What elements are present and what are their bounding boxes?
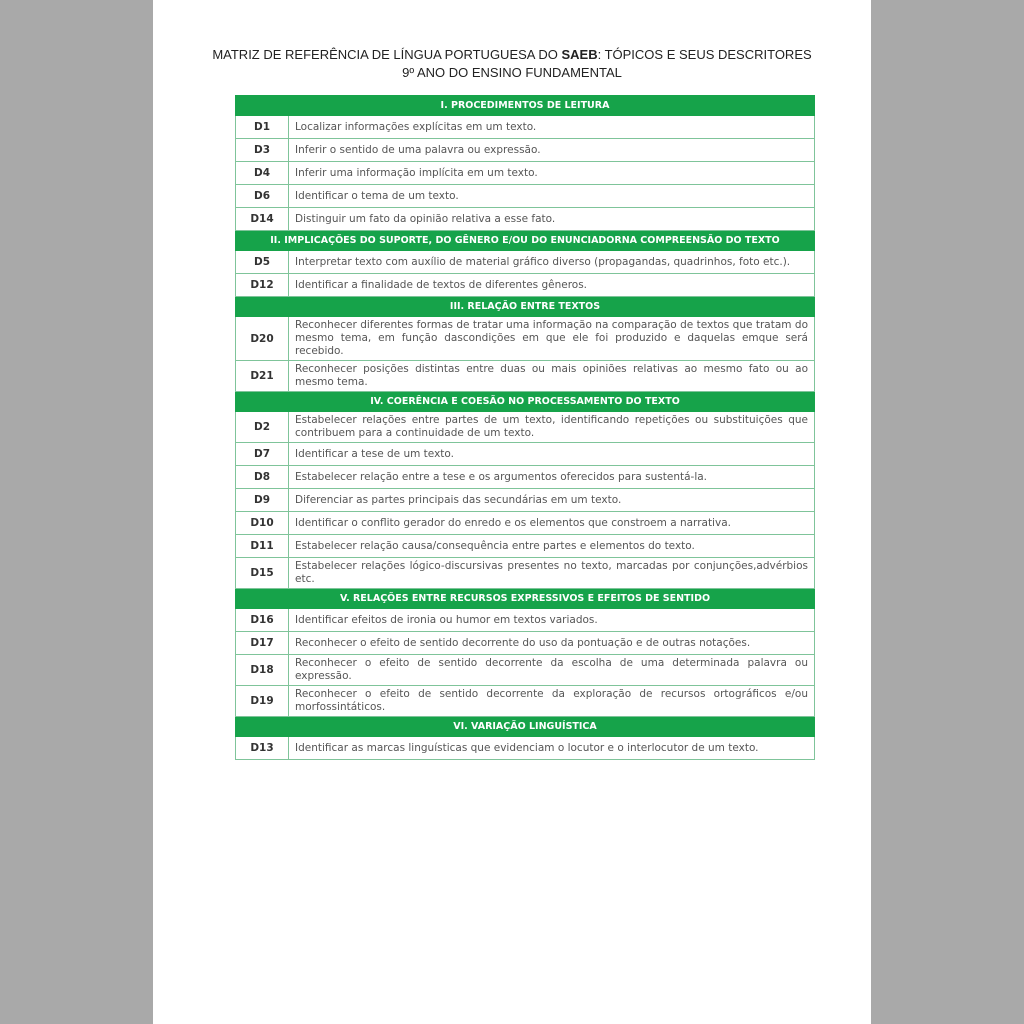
descriptor-text: Interpretar texto com auxílio de material gráfico diverso (propagandas, quadrinhos, foto etc.). bbox=[289, 251, 815, 274]
descriptor-text: Identificar as marcas linguísticas que evidenciam o locutor e o interlocutor de um texto. bbox=[289, 737, 815, 760]
descriptor-code: D5 bbox=[236, 251, 289, 274]
descriptor-code: D3 bbox=[236, 139, 289, 162]
descriptor-code: D17 bbox=[236, 632, 289, 655]
descriptor-code: D11 bbox=[236, 535, 289, 558]
descriptor-row bbox=[236, 737, 815, 760]
descriptor-text: Reconhecer o efeito de sentido decorrente da exploração de recursos ortográficos e/ou morfossintáticos. bbox=[289, 686, 815, 717]
descriptor-text: Identificar a tese de um texto. bbox=[289, 443, 815, 466]
document-title bbox=[153, 46, 871, 82]
section-heading: III. RELAÇÃO ENTRE TEXTOS bbox=[236, 297, 815, 317]
descriptor-row bbox=[236, 251, 815, 274]
descriptor-code: D20 bbox=[236, 317, 289, 361]
descriptor-row bbox=[236, 632, 815, 655]
document-page bbox=[153, 0, 871, 1024]
descriptor-text: Reconhecer posições distintas entre duas ou mais opiniões relativas ao mesmo fato ou ao mesmo tema. bbox=[289, 361, 815, 392]
descriptor-text: Reconhecer o efeito de sentido decorrente da escolha de uma determinada palavra ou expressão. bbox=[289, 655, 815, 686]
descriptor-text: Reconhecer diferentes formas de tratar uma informação na comparação de textos que tratam do mesmo tema, em função dascondições em que ele foi produzido e daquelas emque será recebido. bbox=[289, 317, 815, 361]
descriptor-text: Estabelecer relação entre a tese e os argumentos oferecidos para sustentá-la. bbox=[289, 466, 815, 489]
descriptor-row bbox=[236, 512, 815, 535]
descriptor-row bbox=[236, 655, 815, 686]
descriptor-text: Estabelecer relações entre partes de um texto, identificando repetições ou substituições que contribuem para a continuidade de um texto. bbox=[289, 412, 815, 443]
descriptor-text: Identificar o conflito gerador do enredo e os elementos que constroem a narrativa. bbox=[289, 512, 815, 535]
descriptor-row bbox=[236, 443, 815, 466]
section-heading: II. IMPLICAÇÕES DO SUPORTE, DO GÊNERO E/OU DO ENUNCIADORNA COMPREENSÃO DO TEXTO bbox=[236, 231, 815, 251]
title-bold: SAEB bbox=[561, 47, 598, 62]
title-line-1 bbox=[153, 46, 871, 64]
title-line-2: 9º ANO DO ENSINO FUNDAMENTAL bbox=[402, 65, 622, 80]
descriptor-row bbox=[236, 139, 815, 162]
section-header-row bbox=[236, 297, 815, 317]
section-heading: I. PROCEDIMENTOS DE LEITURA bbox=[236, 96, 815, 116]
descriptor-row bbox=[236, 185, 815, 208]
descriptor-row bbox=[236, 208, 815, 231]
descriptor-code: D19 bbox=[236, 686, 289, 717]
descriptor-code: D15 bbox=[236, 558, 289, 589]
descriptor-code: D9 bbox=[236, 489, 289, 512]
descriptor-row bbox=[236, 466, 815, 489]
descriptor-row bbox=[236, 317, 815, 361]
descriptor-text: Identificar a finalidade de textos de diferentes gêneros. bbox=[289, 274, 815, 297]
descriptor-code: D1 bbox=[236, 116, 289, 139]
descriptor-code: D18 bbox=[236, 655, 289, 686]
descriptor-code: D7 bbox=[236, 443, 289, 466]
matrix-body bbox=[236, 96, 815, 760]
descriptor-row bbox=[236, 686, 815, 717]
descriptor-text: Distinguir um fato da opinião relativa a esse fato. bbox=[289, 208, 815, 231]
descriptor-row bbox=[236, 162, 815, 185]
descriptor-row bbox=[236, 361, 815, 392]
descriptor-code: D16 bbox=[236, 609, 289, 632]
descriptor-text: Inferir o sentido de uma palavra ou expressão. bbox=[289, 139, 815, 162]
descriptor-row bbox=[236, 116, 815, 139]
section-header-row bbox=[236, 392, 815, 412]
descriptor-row bbox=[236, 489, 815, 512]
descriptor-row bbox=[236, 412, 815, 443]
title-suffix: : TÓPICOS E SEUS DESCRITORES bbox=[597, 47, 812, 62]
descriptor-text: Identificar efeitos de ironia ou humor em textos variados. bbox=[289, 609, 815, 632]
descriptor-code: D13 bbox=[236, 737, 289, 760]
section-heading: VI. VARIAÇÃO LINGUÍSTICA bbox=[236, 717, 815, 737]
descriptor-code: D6 bbox=[236, 185, 289, 208]
descriptor-code: D12 bbox=[236, 274, 289, 297]
descriptor-code: D2 bbox=[236, 412, 289, 443]
descriptor-text: Diferenciar as partes principais das secundárias em um texto. bbox=[289, 489, 815, 512]
title-prefix: MATRIZ DE REFERÊNCIA DE LÍNGUA PORTUGUESA DO bbox=[212, 47, 562, 62]
descriptor-row bbox=[236, 609, 815, 632]
descriptor-text: Identificar o tema de um texto. bbox=[289, 185, 815, 208]
descriptor-text: Inferir uma informação implícita em um texto. bbox=[289, 162, 815, 185]
section-header-row bbox=[236, 231, 815, 251]
descriptor-code: D14 bbox=[236, 208, 289, 231]
descriptor-code: D4 bbox=[236, 162, 289, 185]
descriptor-row bbox=[236, 535, 815, 558]
descriptor-text: Reconhecer o efeito de sentido decorrente do uso da pontuação e de outras notações. bbox=[289, 632, 815, 655]
descriptor-text: Estabelecer relações lógico-discursivas presentes no texto, marcadas por conjunções,advérbios etc. bbox=[289, 558, 815, 589]
section-heading: V. RELAÇÕES ENTRE RECURSOS EXPRESSIVOS E EFEITOS DE SENTIDO bbox=[236, 589, 815, 609]
descriptor-code: D10 bbox=[236, 512, 289, 535]
section-header-row bbox=[236, 96, 815, 116]
section-heading: IV. COERÊNCIA E COESÃO NO PROCESSAMENTO DO TEXTO bbox=[236, 392, 815, 412]
descriptor-row bbox=[236, 558, 815, 589]
section-header-row bbox=[236, 589, 815, 609]
section-header-row bbox=[236, 717, 815, 737]
descriptor-text: Estabelecer relação causa/consequência entre partes e elementos do texto. bbox=[289, 535, 815, 558]
descriptor-code: D21 bbox=[236, 361, 289, 392]
descriptor-code: D8 bbox=[236, 466, 289, 489]
descriptor-matrix-table bbox=[235, 95, 815, 760]
descriptor-text: Localizar informações explícitas em um texto. bbox=[289, 116, 815, 139]
descriptor-row bbox=[236, 274, 815, 297]
